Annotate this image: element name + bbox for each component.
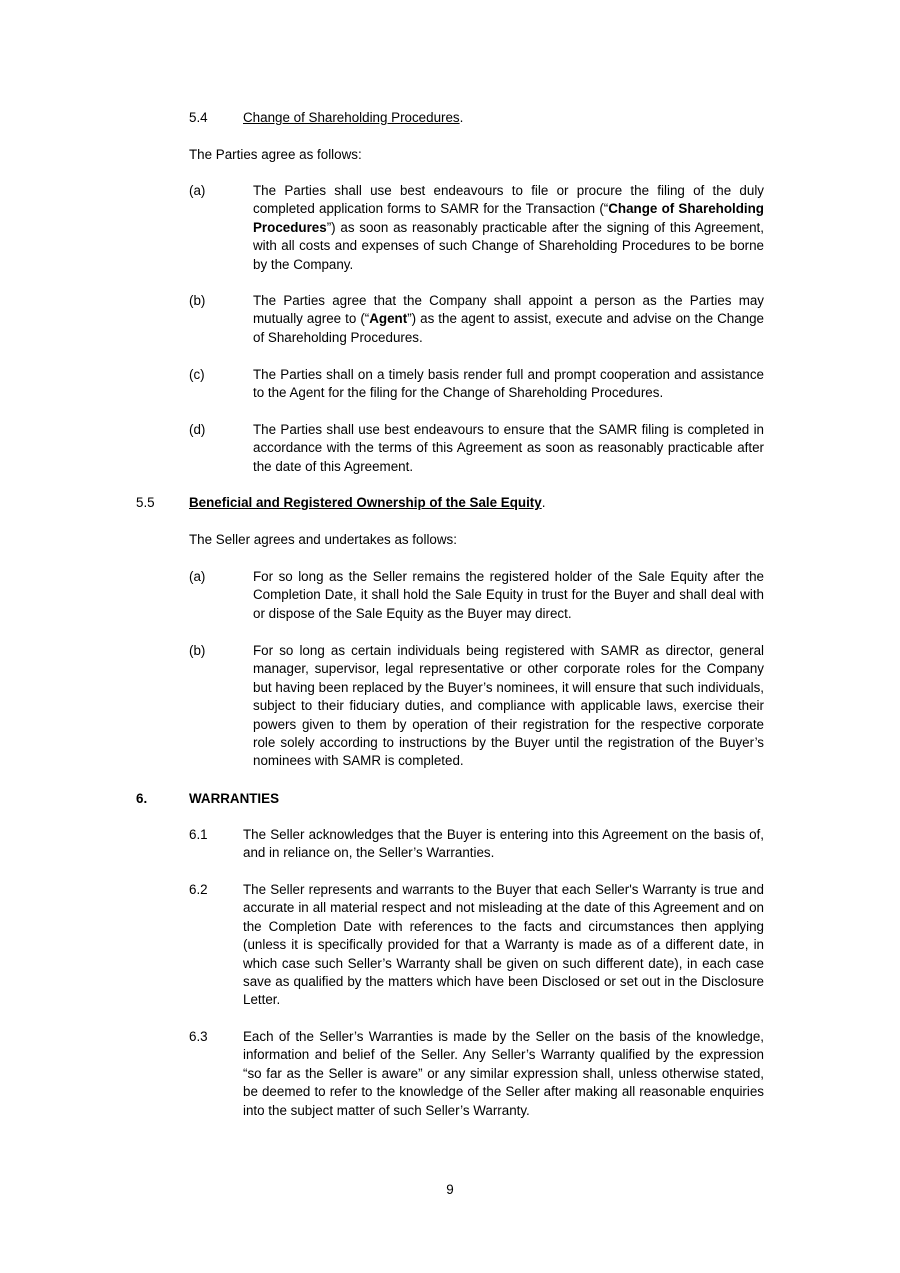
- clause-5-4-b-text: [253, 292, 764, 347]
- clause-6-1-text: The Seller acknowledges that the Buyer is entering into this Agreement on the basis of, and in reliance on, the Seller’s Warranties.: [243, 827, 764, 861]
- clause-5-5-number: 5.5: [136, 495, 155, 510]
- clause-5-4-title: Change of Shareholding Procedures: [243, 110, 460, 125]
- clause-5-5-a-text: For so long as the Seller remains the registered holder of the Sale Equity after the Completion Date, it shall hold the Sale Equity in trust for the Buyer and shall deal with or dispose of the Sale Equity as the Buyer may direct.: [253, 569, 764, 621]
- clause-5-4-a-label: (a): [189, 183, 206, 198]
- clause-5-4-a-text-part1: The Parties shall use best endeavours to file or procure the filing of the duly completed application forms to SAMR for the Transaction (“: [253, 183, 764, 217]
- clause-5-4-intro: The Parties agree as follows:: [189, 147, 362, 162]
- clause-5-4-c-text: The Parties shall on a timely basis render full and prompt cooperation and assistance to the Agent for the filing for the Change of Shareholding Procedures.: [253, 367, 764, 401]
- section-6-title: WARRANTIES: [189, 791, 280, 806]
- clause-6-2-number: 6.2: [189, 882, 208, 897]
- clause-5-4-b-label: (b): [189, 293, 206, 308]
- clause-5-5-period: .: [541, 495, 546, 510]
- defined-term-agent: Agent: [369, 311, 408, 327]
- clause-5-4-heading: [243, 109, 463, 127]
- clause-5-4-period: .: [459, 110, 464, 125]
- clause-5-4-c-label: (c): [189, 367, 205, 382]
- clause-5-4-d-text: The Parties shall use best endeavours to ensure that the SAMR filing is completed in accordance with the terms of this Agreement as soon as reasonably practicable after the date of this Agreement.: [253, 422, 764, 474]
- clause-6-2-text: The Seller represents and warrants to the Buyer that each Seller's Warranty is true and accurate in all material respect and not misleading at the date of this Agreement and on the Completion Date with references to the facts and circumstances then applying (unless it is specifically provided for that a Warranty is made as of a different date, in which case such Seller’s Warranty shall be given on such different date), in each case save as qualified by the matters which have been Disclosed or set out in the Disclosure Letter.: [243, 882, 764, 1008]
- clause-5-4-a-text: [253, 182, 764, 274]
- clause-5-4-b-text-part2: ”) as the agent to assist, execute and advise on the Change of Shareholding Procedures.: [253, 311, 765, 345]
- defined-term-change-of-shareholding-procedures: Change of Shareholding Procedures: [253, 201, 764, 235]
- clause-5-4-number: 5.4: [189, 110, 208, 125]
- clause-5-5-b-label: (b): [189, 643, 206, 658]
- clause-5-4-d-label: (d): [189, 422, 206, 437]
- clause-5-5-b-text: For so long as certain individuals being registered with SAMR as director, general manager, supervisor, legal representative or other corporate roles for the Company but having been replaced by the Buyer’s nominees, it will ensure that such individuals, subject to their fiduciary duties, and compliance with applicable laws, exercise their powers given to them by operation of their registration for the respective corporate role solely according to instructions by the Buyer until the registration of the Buyer’s nominees with SAMR is completed.: [253, 643, 764, 769]
- clause-6-3-number: 6.3: [189, 1029, 208, 1044]
- clause-5-5-heading: [189, 494, 545, 512]
- clause-6-3-text: Each of the Seller’s Warranties is made by the Seller on the basis of the knowledge, information and belief of the Seller. Any Seller’s Warranty qualified by the expression “so far as the Seller is aware” or any similar expression shall, unless otherwise stated, be deemed to refer to the knowledge of the Seller after making all reasonable enquiries into the subject matter of such Seller’s Warranty.: [243, 1029, 764, 1118]
- clause-5-5-title: Beneficial and Registered Ownership of the Sale Equity: [189, 495, 542, 510]
- clause-5-5-a-label: (a): [189, 569, 206, 584]
- page-number: 9: [446, 1182, 454, 1197]
- clause-5-4-a-text-part2: ”) as soon as reasonably practicable after the signing of this Agreement, with all costs and expenses of such Change of Shareholding Procedures to be borne by the Company.: [253, 219, 764, 272]
- clause-5-4-b-text-part1: The Parties agree that the Company shall appoint a person as the Parties may mutually agree to (“: [253, 293, 764, 327]
- section-6-number: 6.: [136, 791, 148, 806]
- clause-6-1-number: 6.1: [189, 827, 208, 842]
- clause-5-5-intro: The Seller agrees and undertakes as follows:: [189, 532, 457, 547]
